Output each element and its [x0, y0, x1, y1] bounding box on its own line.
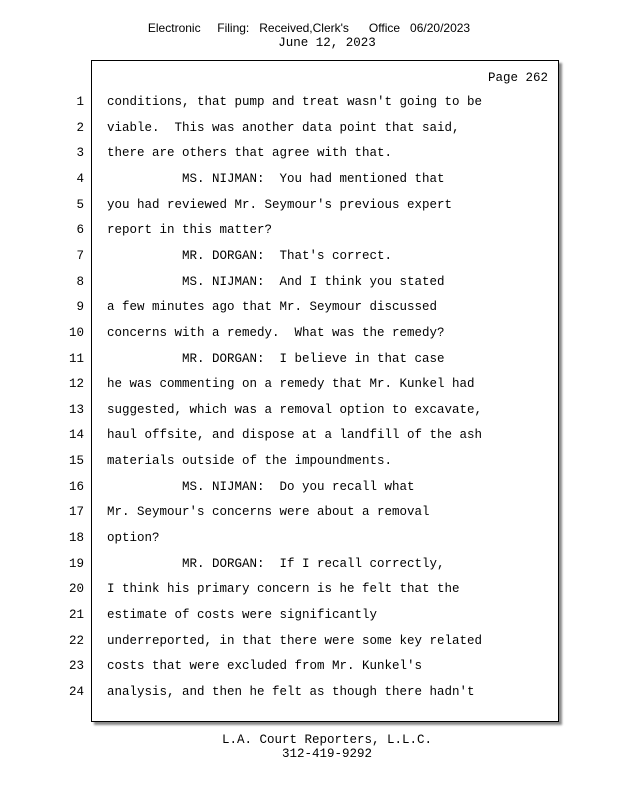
line-text: a few minutes ago that Mr. Seymour discussed	[107, 300, 438, 315]
line-number: 2	[76, 120, 84, 135]
line-number: 11	[68, 351, 84, 366]
line-text: there are others that agree with that.	[107, 146, 393, 161]
line-text: analysis, and then he felt as though there hadn't	[107, 684, 475, 699]
line-text: haul offsite, and dispose at a landfill of the ash	[107, 428, 483, 443]
line-number: 21	[68, 608, 84, 622]
line-text: he was commenting on a remedy that Mr. Kunkel had	[107, 377, 475, 392]
reporter-phone: 312-419-9292	[281, 747, 372, 761]
line-text: MR. DORGAN: I believe in that case	[107, 351, 445, 366]
line-text: Mr. Seymour's concerns were about a removal	[107, 505, 430, 520]
line-number: 8	[76, 274, 84, 289]
filing-stamp: Electronic Filing: Received,Clerk's Office 06/20/2023	[147, 21, 471, 35]
line-number: 12	[68, 377, 84, 392]
line-text: option?	[107, 531, 160, 546]
line-number: 18	[68, 531, 84, 546]
line-number: 7	[76, 248, 84, 263]
line-text: MS. NIJMAN: You had mentioned that	[107, 171, 445, 186]
transcript-date: June 12, 2023	[278, 36, 376, 50]
line-number: 19	[68, 556, 84, 571]
line-text: concerns with a remedy. What was the remedy?	[107, 325, 445, 340]
line-number: 24	[68, 684, 84, 699]
line-number: 22	[68, 633, 84, 648]
line-number: 6	[76, 223, 84, 238]
line-text: you had reviewed Mr. Seymour's previous expert	[107, 197, 453, 212]
page-number: Page 262	[488, 71, 549, 85]
reporter-company: L.A. Court Reporters, L.L.C.	[221, 733, 433, 747]
line-number: 17	[68, 505, 84, 520]
line-number: 9	[76, 300, 84, 315]
line-text: suggested, which was a removal option to excavate,	[107, 402, 483, 417]
line-text: costs that were excluded from Mr. Kunkel's	[107, 659, 423, 674]
line-text: MR. DORGAN: That's correct.	[107, 248, 393, 263]
line-text: estimate of costs were significantly	[107, 608, 378, 622]
line-number: 3	[76, 146, 84, 161]
line-text: I think his primary concern is he felt that the	[107, 582, 460, 597]
line-number: 14	[68, 428, 84, 443]
line-number: 20	[68, 582, 84, 597]
line-number: 16	[68, 479, 84, 494]
line-number: 5	[76, 197, 84, 212]
line-text: conditions, that pump and treat wasn't going to be	[107, 95, 483, 109]
line-number: 13	[68, 402, 84, 417]
line-number: 23	[68, 659, 84, 674]
line-text: MS. NIJMAN: And I think you stated	[107, 274, 445, 289]
line-text: viable. This was another data point that said,	[107, 120, 460, 135]
line-text: MS. NIJMAN: Do you recall what	[107, 479, 415, 494]
line-number: 1	[76, 95, 84, 109]
line-text: MR. DORGAN: If I recall correctly,	[107, 556, 445, 571]
line-text: report in this matter?	[107, 223, 273, 238]
line-text: underreported, in that there were some key related	[107, 633, 483, 648]
line-number: 10	[68, 325, 84, 340]
line-number: 15	[68, 454, 84, 469]
line-number: 4	[76, 171, 84, 186]
line-text: materials outside of the impoundments.	[107, 454, 393, 469]
